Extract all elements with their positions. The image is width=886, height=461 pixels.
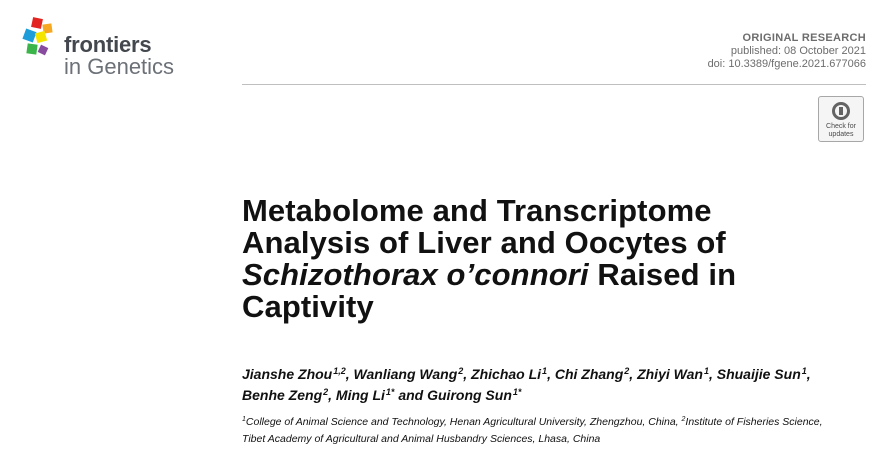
- affiliation-2-continued: Tibet Academy of Agricultural and Animal Husbandry Sciences, Lhasa, China: [242, 433, 601, 445]
- article-meta: [708, 32, 866, 71]
- author[interactable]: Wanliang Wang$^2$: [353, 366, 464, 382]
- check-updates-icon: [832, 102, 850, 120]
- title-line-3: Raised in: [588, 257, 737, 292]
- journal-brand: frontiers: [64, 32, 152, 57]
- author[interactable]: Shuaijie Sun$^1$: [716, 366, 807, 382]
- header-divider: [242, 84, 866, 85]
- title-line-2: Analysis of Liver and Oocytes of: [242, 225, 726, 260]
- published-date: published: 08 October 2021: [730, 45, 866, 57]
- title-species: Schizothorax o’connori: [242, 257, 589, 292]
- author[interactable]: Ming $Li^{1*}$: [335, 387, 395, 403]
- article-type: ORIGINAL RESEARCH: [742, 32, 866, 44]
- frontiers-logo-icon: [22, 18, 58, 62]
- check-updates-label: Check for updates: [826, 123, 856, 138]
- journal-logo[interactable]: [22, 18, 222, 80]
- title-line-4: Captivity: [242, 289, 374, 324]
- author-list: Jianshe Zhou$^{1,2}$, Wanliang Wang$^2$, Zhichao Li$^1$, Chi Zhang$^2$, Zhiyi Wan$^1$, Shuaijie Sun$^1$, Benhe Zeng$^2$, Ming $Li^{1*}$ and Guirong Sun$^{1*}$: [242, 366, 811, 403]
- check-for-updates-button[interactable]: [818, 96, 864, 142]
- affiliations: $^1$College of Animal Science and Technology, Henan Agricultural University, Zhengzhou, China, $^2$Institute of Fisheries Science, Tibet Academy of Agricultural and Animal Husbandry Sciences, Lhasa, China: [242, 416, 823, 445]
- journal-subtitle: in Genetics: [64, 54, 175, 79]
- affiliation-1: College of Animal Science and Technology, Henan Agricultural University, Zhengzhou, China,: [245, 416, 682, 428]
- author[interactable]: Jianshe Zhou$^{1,2}$: [242, 366, 346, 382]
- author[interactable]: Guirong Sun$^{1*}$: [427, 387, 522, 403]
- affiliation-2: Institute of Fisheries Science,: [685, 416, 823, 428]
- author[interactable]: Benhe Zeng$^2$: [242, 387, 329, 403]
- author[interactable]: Zhiyi Wan$^1$: [637, 366, 709, 382]
- author[interactable]: Zhichao Li$^1$: [471, 366, 548, 382]
- doi-link[interactable]: doi: 10.3389/fgene.2021.677066: [707, 58, 866, 70]
- author[interactable]: Chi Zhang$^2$: [554, 366, 630, 382]
- title-line-1: Metabolome and Transcriptome: [242, 193, 712, 228]
- article-title: [242, 195, 842, 323]
